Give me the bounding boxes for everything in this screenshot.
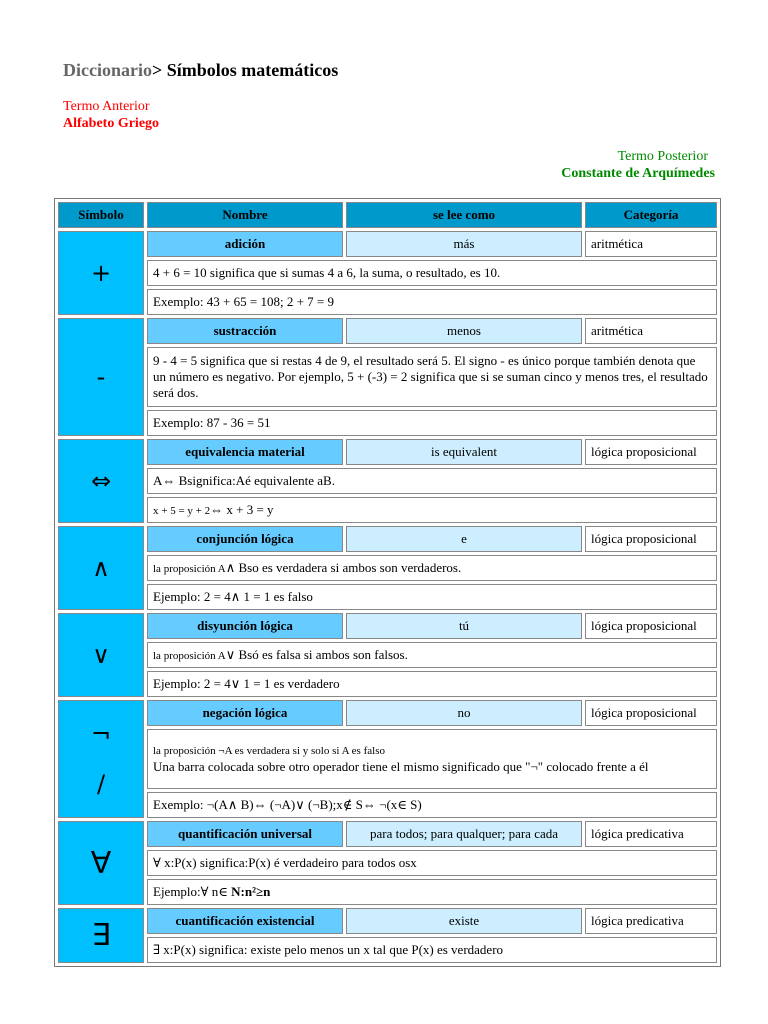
symbol-description: A⇔ Bsignifica:Aé equivalente aB. — [147, 468, 717, 494]
symbol-read-as: tú — [346, 613, 582, 639]
previous-term-label: Termo Anterior — [63, 99, 150, 114]
symbol-disjunction: ∨ — [58, 613, 144, 697]
symbol-read-as: menos — [346, 318, 582, 344]
breadcrumb-separator: > — [151, 60, 163, 80]
symbol-category: lógica proposicional — [585, 526, 717, 552]
table-row — [58, 879, 717, 905]
table-row — [58, 729, 717, 789]
page-title-text: Símbolos matemáticos — [162, 60, 339, 80]
negation-symbol: ¬ — [90, 720, 112, 748]
symbol-name: sustracción — [147, 318, 343, 344]
description-small-text: la proposición A — [153, 650, 226, 662]
table-row — [58, 671, 717, 697]
symbol-description — [147, 555, 717, 581]
example-small-text: x + 5 = y + 2 — [153, 505, 211, 517]
table-row — [58, 410, 717, 436]
symbols-table — [54, 198, 721, 967]
symbol-name: conjunción lógica — [147, 526, 343, 552]
table-row — [58, 555, 717, 581]
description-text: Una barra colocada sobre otro operador tiene el mismo significado que "¬" colocado frente a él — [153, 759, 649, 774]
table-row — [58, 318, 717, 344]
table-row — [58, 584, 717, 610]
next-term-label: Termo Posterior — [617, 149, 708, 164]
symbol-read-as: más — [346, 231, 582, 257]
symbol-description — [147, 729, 717, 789]
symbol-example: Exemplo: 43 + 65 = 108; 2 + 7 = 9 — [147, 289, 717, 315]
symbol-name: cuantificación existencial — [147, 908, 343, 934]
symbol-category: aritmética — [585, 231, 717, 257]
symbol-read-as: no — [346, 700, 582, 726]
header-symbol: Símbolo — [58, 202, 144, 228]
symbol-name: equivalencia material — [147, 439, 343, 465]
breadcrumb-dictionary-link[interactable]: Diccionario — [63, 60, 152, 80]
symbol-name: disyunción lógica — [147, 613, 343, 639]
table-row — [58, 468, 717, 494]
symbol-read-as: para todos; para qualquer; para cada — [346, 821, 582, 847]
symbol-name: adición — [147, 231, 343, 257]
symbol-description: ∃ x:P(x) significa: existe pelo menos un x tal que P(x) es verdadero — [147, 937, 717, 963]
table-row — [58, 526, 717, 552]
symbol-name: negación lógica — [147, 700, 343, 726]
symbol-description: 4 + 6 = 10 significa que si sumas 4 a 6, la suma, o resultado, es 10. — [147, 260, 717, 286]
symbol-category: aritmética — [585, 318, 717, 344]
symbol-universal: ∀ — [58, 821, 144, 905]
description-small-text: la proposición A — [153, 563, 226, 575]
example-bold-text: N:n²≥n — [231, 884, 271, 899]
negation-bar-symbol: / — [96, 770, 106, 798]
symbol-description — [147, 642, 717, 668]
page-title — [63, 60, 338, 81]
symbol-category: lógica proposicional — [585, 613, 717, 639]
table-row — [58, 439, 717, 465]
header-category: Categoría — [585, 202, 717, 228]
symbol-description: ∀ x:P(x) significa:P(x) é verdadeiro para todos osx — [147, 850, 717, 876]
table-header-row — [58, 202, 717, 228]
symbol-equivalence: ⇔ — [58, 439, 144, 523]
table-row — [58, 347, 717, 407]
description-small-text: la proposición ¬A es verdadera si y solo si A es falso — [153, 745, 385, 757]
symbol-read-as: existe — [346, 908, 582, 934]
table-row — [58, 821, 717, 847]
next-term-link[interactable]: Constante de Arquímedes — [561, 166, 715, 181]
symbol-example — [147, 879, 717, 905]
symbol-minus: - — [58, 318, 144, 436]
symbol-category: lógica predicativa — [585, 821, 717, 847]
description-text: ∨ Bsó es falsa si ambos son falsos. — [225, 647, 408, 662]
symbol-read-as: is equivalent — [346, 439, 582, 465]
symbol-example — [147, 497, 717, 523]
table-row — [58, 700, 717, 726]
symbol-name: quantificación universal — [147, 821, 343, 847]
symbol-read-as: e — [346, 526, 582, 552]
symbol-category: lógica predicativa — [585, 908, 717, 934]
previous-term-link[interactable]: Alfabeto Griego — [63, 116, 160, 131]
description-text: ∧ Bso es verdadera si ambos son verdaderos. — [225, 560, 462, 575]
symbol-plus: + — [58, 231, 144, 315]
symbol-category: lógica proposicional — [585, 700, 717, 726]
table-row — [58, 850, 717, 876]
symbol-description: 9 - 4 = 5 significa que si restas 4 de 9, el resultado será 5. El signo - es único porque también denota que un número es negativo. Por ejemplo, 5 + (-3) = 2 significa que si se suman cinco y menos tres, el resultado será dos. — [147, 347, 717, 407]
table-row — [58, 642, 717, 668]
table-row — [58, 792, 717, 818]
symbol-conjunction: ∧ — [58, 526, 144, 610]
symbol-example: Exemplo: ¬(A∧ B)⇔ (¬A)∨ (¬B);x∉ S⇔ ¬(x∈ S) — [147, 792, 717, 818]
table-row — [58, 937, 717, 963]
table-row — [58, 613, 717, 639]
table-row — [58, 908, 717, 934]
example-text: ⇔ x + 3 = y — [210, 502, 274, 517]
symbol-example: Exemplo: 87 - 36 = 51 — [147, 410, 717, 436]
header-read-as: se lee como — [346, 202, 582, 228]
symbol-example: Ejemplo: 2 = 4∧ 1 = 1 es falso — [147, 584, 717, 610]
table-row — [58, 289, 717, 315]
header-name: Nombre — [147, 202, 343, 228]
table-row — [58, 497, 717, 523]
table-row — [58, 260, 717, 286]
example-text: Ejemplo:∀ n∈ — [153, 884, 232, 899]
symbol-existential: ∃ — [58, 908, 144, 963]
symbol-example: Ejemplo: 2 = 4∨ 1 = 1 es verdadero — [147, 671, 717, 697]
symbol-category: lógica proposicional — [585, 439, 717, 465]
symbol-negation — [58, 700, 144, 818]
table-row — [58, 231, 717, 257]
